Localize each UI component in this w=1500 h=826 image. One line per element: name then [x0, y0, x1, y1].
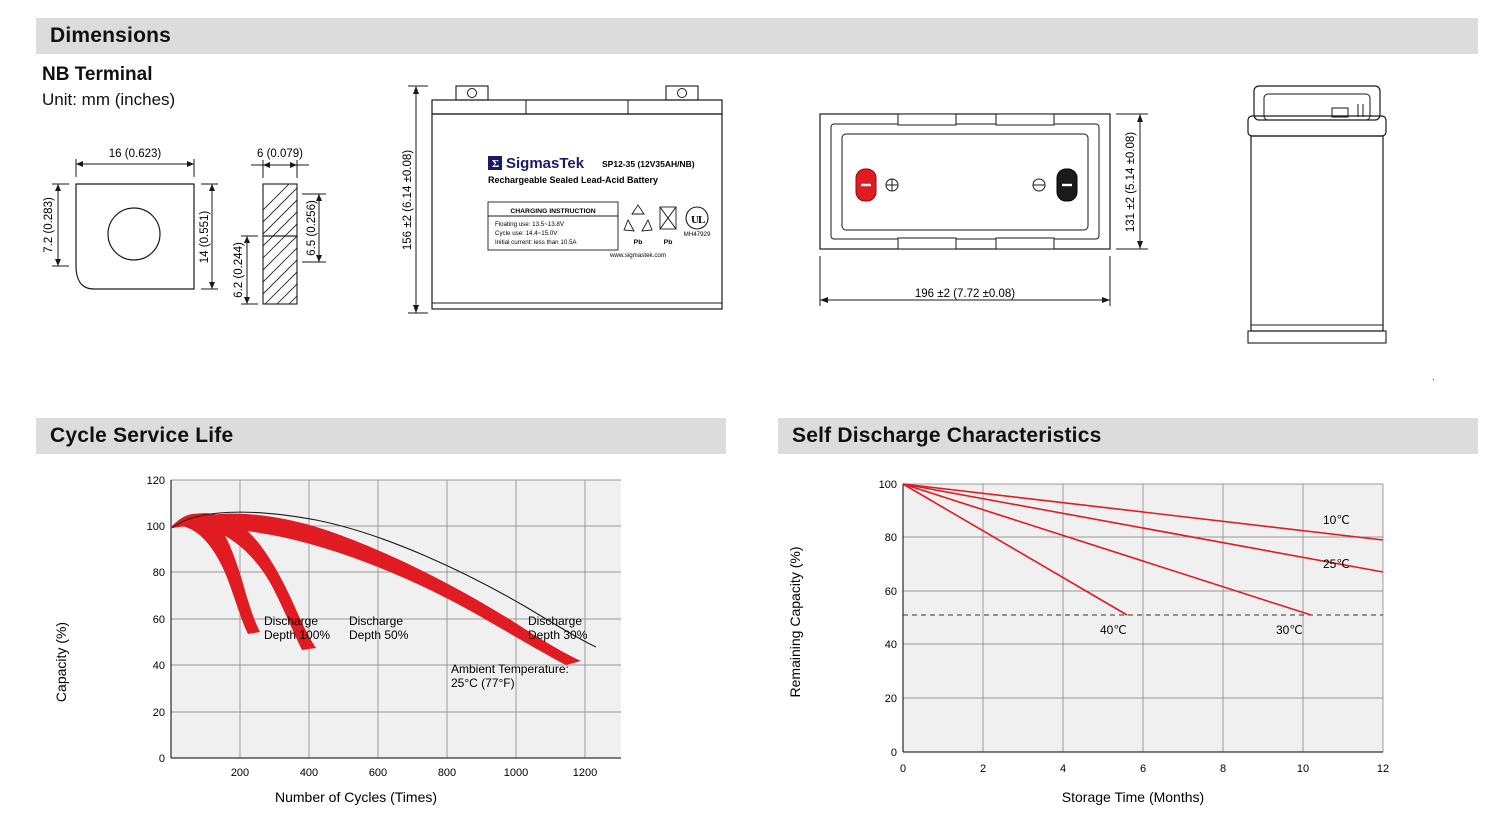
label-charging-line-0: Floating use: 13.5~13.8V [495, 221, 564, 228]
self-label-10c: 10℃ [1323, 513, 1350, 527]
self-xlabel: Storage Time (Months) [1061, 789, 1205, 805]
cycle-ytick-20: 20 [152, 707, 165, 719]
self-xtick-6: 6 [1139, 763, 1147, 775]
dim-terminal-height-right: 14 (0.551) [199, 210, 211, 264]
cycle-annotation-3-line2: 25°C (77°F) [451, 676, 515, 690]
dim-battery-top-width: 196 ±2 (7.72 ±0.08) [914, 288, 1016, 300]
self-label-40c: 40℃ [1100, 623, 1127, 637]
label-pb-bin: Pb [663, 239, 673, 246]
cycle-xtick-1200: 1200 [572, 767, 598, 779]
label-ul-file: MH47929 [683, 231, 711, 238]
label-brand: SigmasTek [506, 155, 585, 172]
self-label-30c: 30℃ [1276, 623, 1303, 637]
cycle-annotation-3-line1: Ambient Temperature: [451, 662, 569, 676]
dim-battery-top-height: 131 ±2 (5.14 ±0.08) [1125, 131, 1137, 233]
self-ytick-100: 100 [878, 479, 897, 491]
label-charging-title: CHARGING INSTRUCTION [510, 208, 596, 215]
cycle-ytick-40: 40 [152, 660, 165, 672]
cycle-xtick-1000: 1000 [503, 767, 529, 779]
dim-terminal-width: 16 (0.623) [108, 148, 162, 160]
battery-side-view [1248, 86, 1386, 343]
self-ytick-80: 80 [884, 532, 897, 544]
label-website: www.sigmastek.com [609, 252, 667, 259]
cycle-annotation-1-line1: Discharge [349, 614, 404, 628]
self-xtick-4: 4 [1059, 763, 1067, 775]
self-ytick-0: 0 [890, 747, 897, 759]
cycle-annotation-0-line1: Discharge [264, 614, 319, 628]
unit-note: Unit: mm (inches) [42, 90, 176, 109]
cycle-ylabel: Capacity (%) [53, 621, 69, 703]
cycle-annotation-1-line2: Depth 50% [349, 628, 409, 642]
dim-terminal-thick-left: 6.2 (0.244) [233, 242, 245, 298]
label-model: SP12-35 (12V35AH/NB) [602, 159, 695, 169]
self-label-25c: 25℃ [1323, 557, 1350, 571]
self-ytick-40: 40 [884, 639, 897, 651]
label-charging-line-1: Cycle use: 14.4~15.0V [495, 230, 558, 237]
section-title-self-discharge: Self Discharge Characteristics [792, 424, 1102, 447]
section-header-cycle-service-life [36, 418, 726, 454]
cycle-annotation-2-line2: Depth 30% [528, 628, 588, 642]
self-xtick-12: 12 [1376, 763, 1390, 775]
cycle-xtick-400: 400 [299, 767, 319, 779]
self-xtick-10: 10 [1296, 763, 1310, 775]
self-xtick-8: 8 [1219, 763, 1227, 775]
dim-terminal-thick-right: 6.5 (0.256) [306, 200, 318, 256]
battery-top-view [820, 114, 1148, 306]
cycle-ytick-60: 60 [152, 614, 165, 626]
cycle-xlabel: Number of Cycles (Times) [274, 789, 438, 805]
cycle-annotation-0-line2: Depth 100% [264, 628, 331, 642]
self-ytick-20: 20 [884, 693, 897, 705]
section-title-dimensions: Dimensions [50, 24, 172, 47]
cycle-ytick-120: 120 [146, 475, 165, 487]
dim-terminal-height-left: 7.2 (0.283) [43, 197, 55, 253]
terminal-side-view [233, 148, 326, 347]
ul-mark-icon [684, 207, 711, 238]
section-title-cycle-service-life: Cycle Service Life [50, 424, 234, 447]
self-xtick-0: 0 [899, 763, 907, 775]
self-xtick-2: 2 [979, 763, 987, 775]
wheelie-bin-icon [660, 207, 676, 246]
chart-self-discharge [778, 462, 1478, 812]
dimension-svg [36, 64, 1478, 394]
page-artifact-dot: . [1432, 372, 1435, 383]
cycle-xtick-600: 600 [368, 767, 388, 779]
product-label [488, 155, 711, 259]
cycle-ytick-100: 100 [146, 521, 165, 533]
section-header-dimensions [36, 18, 1478, 54]
dim-terminal-thickness: 6 (0.079) [256, 148, 304, 160]
self-ylabel: Remaining Capacity (%) [787, 546, 803, 698]
label-charging-line-2: Initial current: less than 10.5A [495, 239, 577, 246]
svg-text:U: U [691, 214, 699, 226]
cycle-ytick-0: 0 [158, 753, 165, 765]
recycle-pb-icon [624, 205, 652, 246]
battery-front-view [402, 86, 722, 313]
svg-text:L: L [698, 214, 706, 226]
self-ytick-60: 60 [884, 586, 897, 598]
dimension-drawings [36, 64, 1478, 394]
cycle-annotation-2-line1: Discharge [528, 614, 583, 628]
subtitle-nb-terminal: NB Terminal [42, 64, 153, 85]
chart-cycle-service-life [36, 462, 726, 812]
label-pb-recycle: Pb [633, 239, 643, 246]
terminal-top-view [43, 148, 218, 289]
section-header-self-discharge [778, 418, 1478, 454]
dim-battery-height: 156 ±2 (6.14 ±0.08) [402, 149, 414, 251]
cycle-ytick-80: 80 [152, 567, 165, 579]
label-type: Rechargeable Sealed Lead-Acid Battery [488, 175, 659, 185]
cycle-xtick-800: 800 [437, 767, 457, 779]
svg-text:Σ: Σ [492, 158, 500, 170]
cycle-xtick-200: 200 [230, 767, 250, 779]
